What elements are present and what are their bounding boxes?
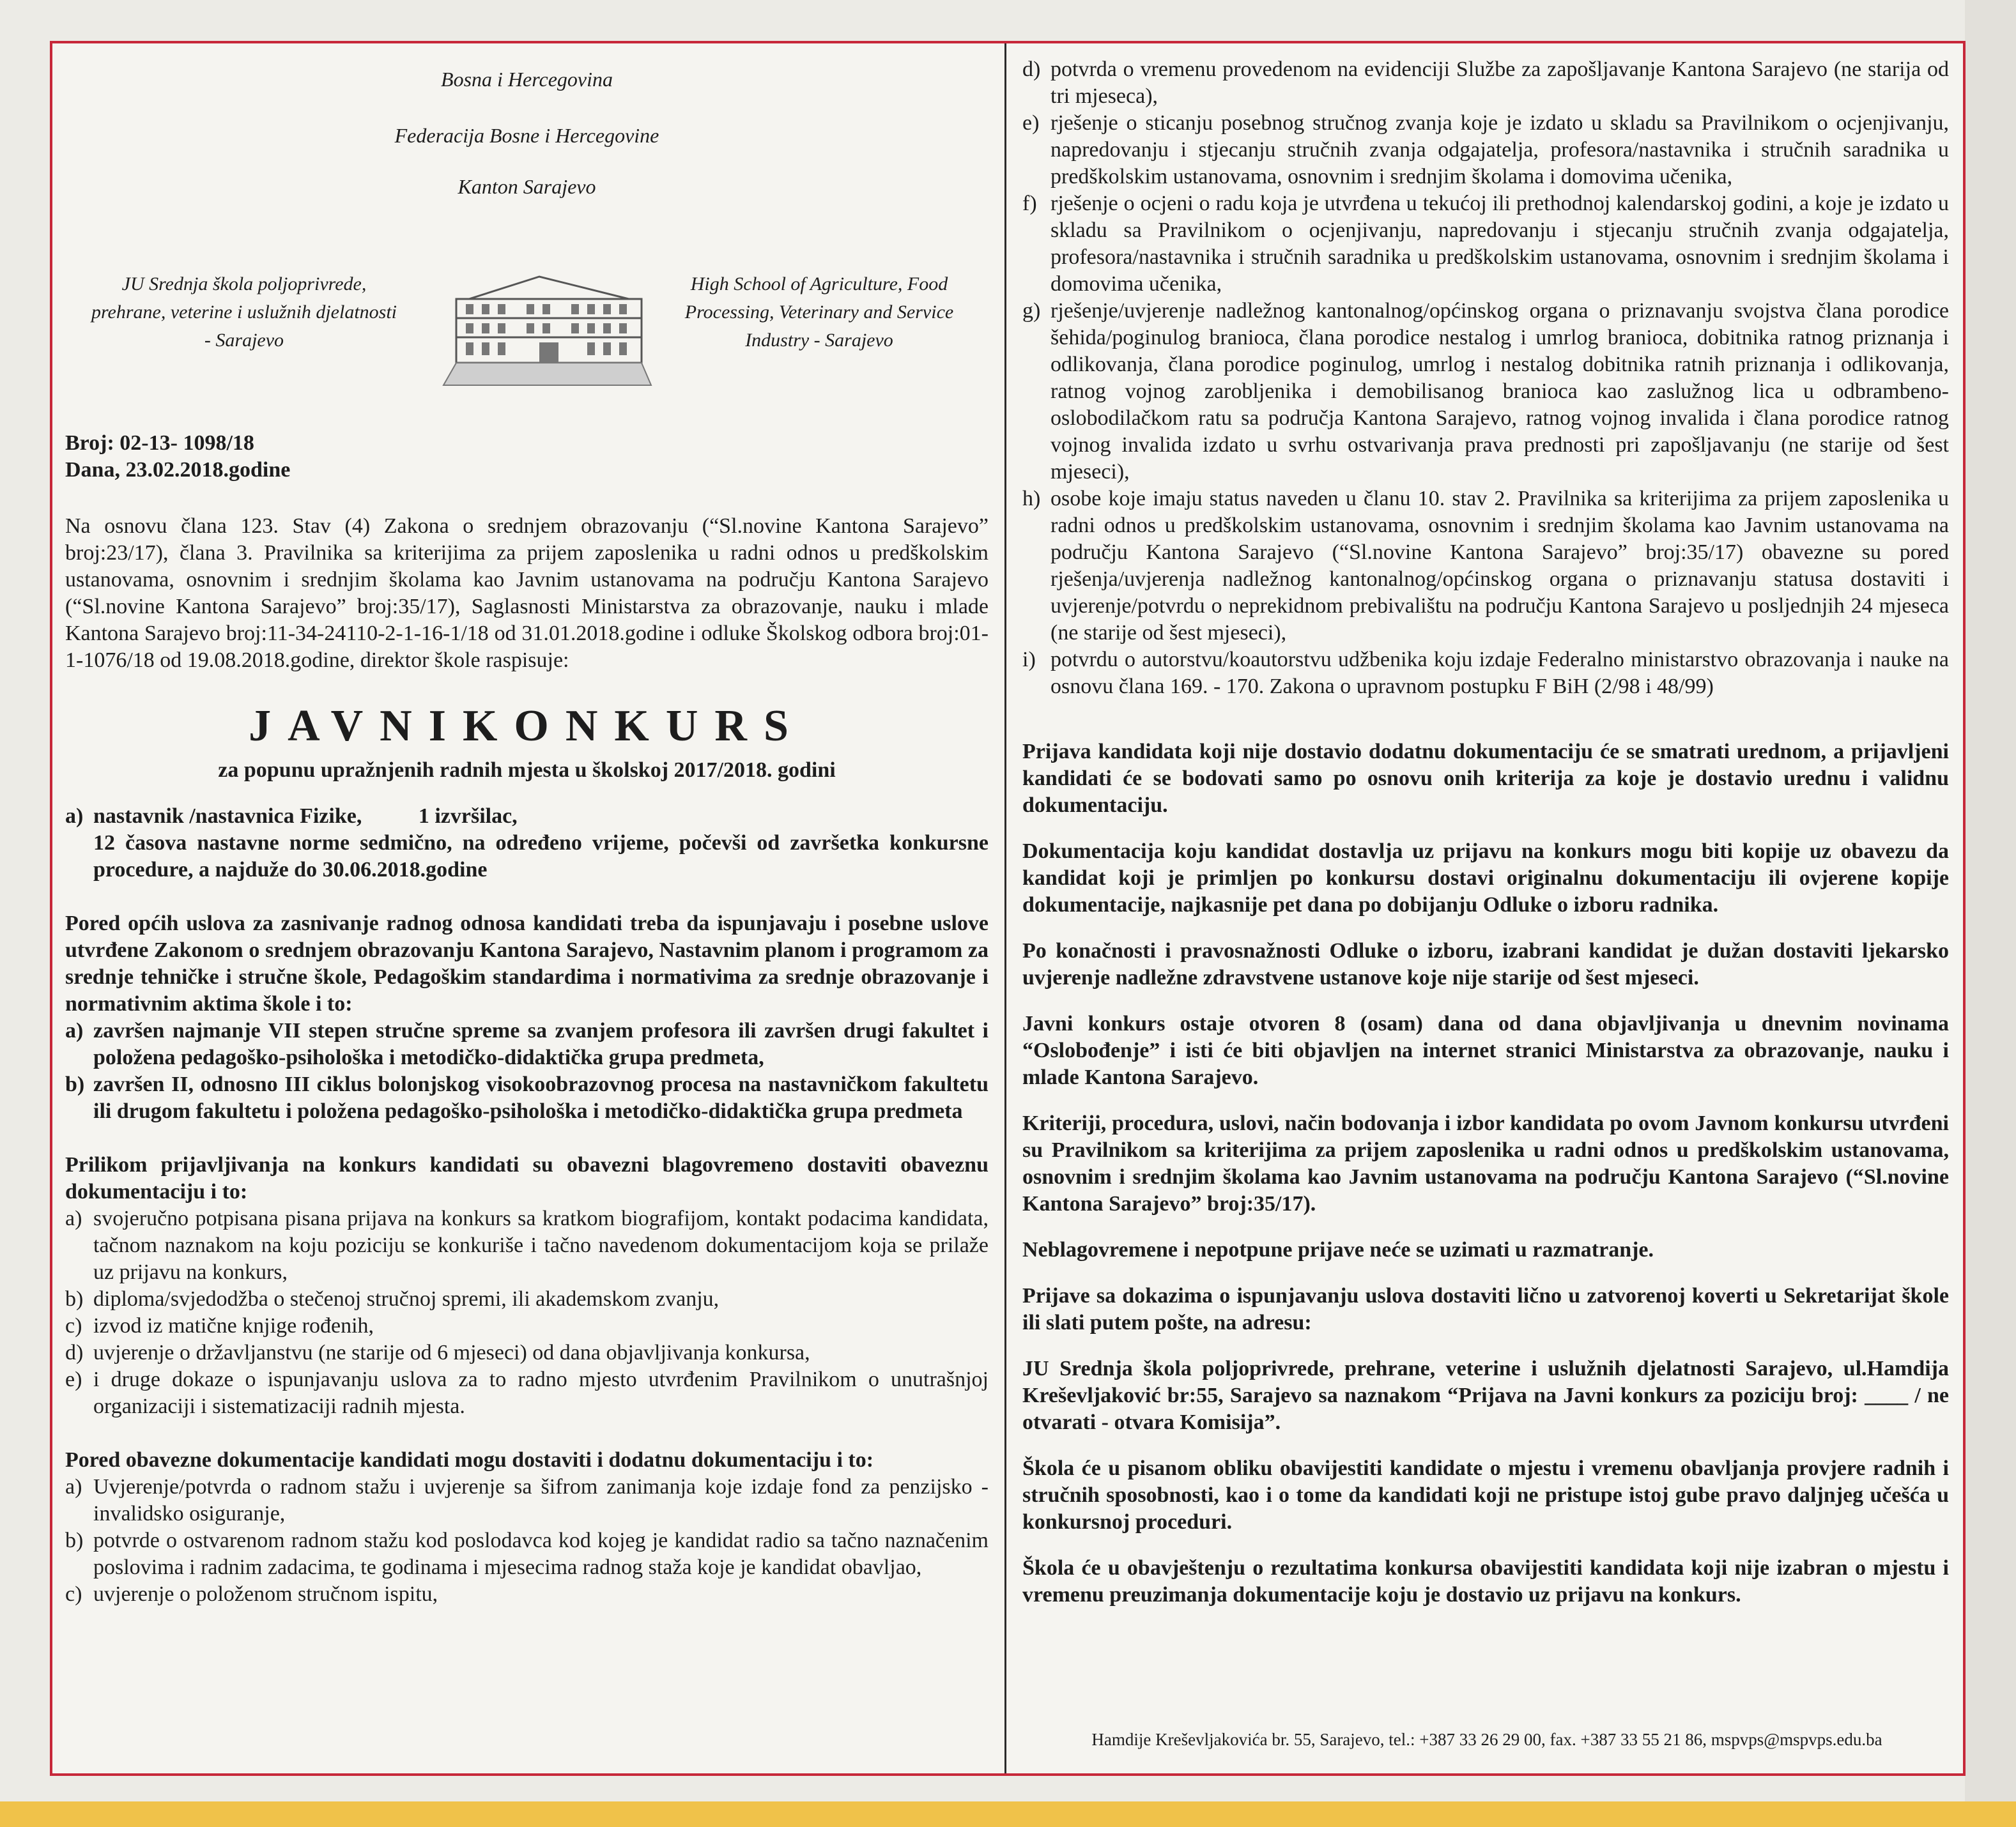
note-paragraph: Dokumentacija koju kandidat dostavlja uz prijavu na konkurs mogu biti kopije uz obavezu da kandidat koji je primljen po konkursu dostavi originalnu dokumentaciju ili ovjerene kopije dokumentacije, najkasnije pet dana po dobijanju Odluke o izboru radnika. — [1022, 839, 1949, 917]
document-number: Broj: 02-13- 1098/18 — [65, 431, 254, 455]
list-item — [65, 1527, 989, 1581]
announcement-title: JAVNIKONKURS — [249, 701, 805, 751]
school-name-local-line: prehrane, veterine i uslužnih djelatnosti — [91, 302, 397, 323]
list-item-label: b) — [65, 1073, 85, 1096]
note-paragraph: Neblagovremene i nepotpune prijave neće se uzimati u razmatranje. — [1022, 1238, 1654, 1262]
list-item — [65, 1018, 989, 1071]
list-item-label: i) — [1022, 648, 1036, 671]
position-count: 1 izvršilac, — [418, 804, 518, 828]
position-name: nastavnik /nastavnica Fizike, — [93, 804, 362, 828]
list-item — [65, 1340, 989, 1366]
list-item-text: rješenje o ocjeni o radu koja je utvrđena u tekućoj ili prethodnoj kalendarskoj godini, a koje je izdato u skladu sa Pravilnikom o ocjenjivanju, napredovanju i stjecanju stručnih zvanja odgajatelja, profesora/nastavnika i stručnih saradnika u predškolskim ustanovama, osnovnim i srednjim školama i domovima učenika, — [1050, 192, 1949, 296]
list-item-text: diploma/svjedodžba o stečenoj stručnoj spremi, ili akademskom zvanju, — [93, 1287, 719, 1311]
list-item-label: a) — [65, 1475, 82, 1499]
column-divider — [1004, 43, 1006, 1773]
school-name-english-line: Industry - Sarajevo — [745, 330, 893, 351]
school-name-local-line: - Sarajevo — [204, 330, 284, 351]
list-item-label: g) — [1022, 299, 1041, 323]
position-item — [65, 803, 989, 883]
list-item-text: potvrdu o autorstvu/koautorstvu udžbenika koju izdaje Federalno ministarstvo obrazovanja i nauke na osnovu člana 169. - 170. Zakona o upravnom postupku F BiH (2/98 i 48/99) — [1050, 648, 1949, 698]
required-documents-intro: Prilikom prijavljivanja na konkurs kandidati su obavezni blagovremeno dostaviti obaveznu dokumentaciju i to: — [65, 1153, 989, 1204]
special-conditions-intro: Pored općih uslova za zasnivanje radnog odnosa kandidati treba da ispunjavaju i posebne uslove utvrđene Zakonom o srednjem obrazovanju Kantona Sarajevo, Nastavnim planom i programom za srednje tehničke i stručne škole, Pedagoškim standardima i normativima za srednje obrazovanje i normativnim aktima škole i to: — [65, 912, 989, 1016]
list-item — [65, 1313, 989, 1340]
list-item-text: svojeručno potpisana pisana prijava na konkurs sa kratkom biografijom, kontakt podacima kandidata, tačnom naznakom na koju poziciju se konkuriše i tačno navedenom dokumentacijom koja se prilaže uz prijavu na konkurs, — [93, 1207, 989, 1284]
header-federation: Federacija Bosne i Hercegovine — [394, 124, 659, 147]
list-item-text: rješenje o sticanju posebnog stručnog zvanja koje je izdato u skladu sa Pravilnikom o ocjenjivanju, napredovanju i stjecanju stručnih zvanja odgajatelja, profesora/nastavnika i stručnih saradnika u predškolskim ustanovama, osnovnim i srednjim školama i domovima učenika, — [1050, 111, 1949, 188]
newspaper-bottom-strip — [0, 1801, 2016, 1827]
note-paragraph: Škola će u pisanom obliku obavijestiti kandidate o mjestu i vremenu obavljanja provjere radnih i stručnih sposobnosti, kao i o tome da kandidati koji ne pristupe istoj gube pravo daljnjeg učešća u konkursnoj proceduri. — [1022, 1456, 1949, 1534]
list-item-text: uvjerenje o položenom stručnom ispitu, — [93, 1582, 438, 1606]
list-item — [1022, 646, 1949, 700]
document-date: Dana, 23.02.2018.godine — [65, 458, 291, 482]
list-item-text: uvjerenje o državljanstvu (ne starije od 6 mjeseci) od dana objavljivanja konkursa, — [93, 1341, 810, 1365]
additional-documents — [65, 1447, 989, 1608]
position-label: a) — [65, 804, 84, 828]
note-paragraph: Prijave sa dokazima o ispunjavanju uslova dostaviti lično u zatvorenoj koverti u Sekretarijat škole ili slati putem pošte, na adresu: — [1022, 1284, 1949, 1334]
note-paragraph: Škola će u obavještenju o rezultatima konkursa obavijestiti kandidata koji nije izabran o mjestu i vremenu preuzimanja dokumentacije koju je dostavio uz prijavu na konkurs. — [1022, 1556, 1949, 1607]
header-country: Bosna i Hercegovina — [441, 68, 613, 91]
required-documents — [65, 1152, 989, 1420]
paper-background — [1965, 0, 2016, 1827]
list-item-label: d) — [1022, 57, 1041, 81]
left-body — [65, 513, 989, 1608]
school-name-local — [65, 270, 423, 355]
list-item-text: potvrda o vremenu provedenom na evidenciji Službe za zapošljavanje Kantona Sarajevo (ne starija od tri mjeseca), — [1050, 57, 1949, 108]
list-item-text: završen najmanje VII stepen stručne spreme sa zvanjem profesora ili završen drugi fakultet i položena pedagoško-psihološka i metodičko-didaktička grupa predmeta, — [93, 1019, 989, 1069]
school-building-logo — [437, 273, 654, 388]
school-name-english-line: Processing, Veterinary and Service — [684, 302, 954, 323]
list-item — [1022, 110, 1949, 190]
note-paragraph: Po konačnosti i pravosnažnosti Odluke o izboru, izabrani kandidat je dužan dostaviti ljekarsko uvjerenje nadležne zdravstvene ustanove koje nije starije od šest mjeseci. — [1022, 939, 1949, 990]
header-canton: Kanton Sarajevo — [458, 175, 596, 198]
note-paragraph: Javni konkurs ostaje otvoren 8 (osam) dana od dana objavljivanja u dnevnim novinama “Oslobođenje” i isti će biti objavljen na internet stranici Ministarstva za obrazovanje, nauku i mlade Kantona Sarajevo. — [1022, 1012, 1949, 1089]
list-item — [65, 1286, 989, 1313]
list-item-text: i druge dokaze o ispunjavanju uslova za to radno mjesto utvrđenim Pravilnikom o unutrašnjoj organizaciji i sistematizaciji radnih mjesta. — [93, 1368, 989, 1418]
document-meta — [65, 430, 989, 484]
list-item-text: potvrde o ostvarenom radnom stažu kod poslodavca kod kojeg je kandidat radio sa tačno naznačenim poslovima i radnim zadacima, te godinama i mjesecima radnog staža koje je kandidat obavljao, — [93, 1529, 989, 1579]
list-item-label: b) — [65, 1529, 84, 1552]
note-paragraph: JU Srednja škola poljoprivrede, prehrane, veterine i uslužnih djelatnosti Sarajevo, ul.Hamdija Kreševljaković br:55, Sarajevo sa naznakom “Prijava na Javni konkurs za poziciju broj: ____ / ne otvarati - otvara Komisija”. — [1022, 1357, 1949, 1434]
list-item-label: h) — [1022, 487, 1041, 510]
position-block — [65, 803, 989, 883]
list-item-label: e) — [65, 1368, 82, 1391]
note-paragraph: Prijava kandidata koji nije dostavio dodatnu dokumentaciju će se smatrati urednom, a prijavljeni kandidati će se bodovati samo po osnovu onih kriterija za koje je dostavio urednu i validnu dokumentaciju. — [1022, 740, 1949, 817]
school-name-local-line: JU Srednja škola poljoprivrede, — [121, 273, 367, 294]
list-item-label: f) — [1022, 192, 1037, 215]
list-item-text: osobe koje imaju status naveden u članu 10. stav 2. Pravilnika sa kriterijima za prijem zaposlenika u radni odnos u predškolskim ustanovama, osnovnim i srednjim školama kao Javnim ustanovama na području Kantona Sarajevo (“Sl.novine Kantona Sarajevo” broj:35/17) obavezne su pored rješenja/uvjerenja nadležnog kantonalnog/općinskog organa o priznavanju statusa dostaviti i uvjerenje/potvrdu o neprekidnom prebivalištu na području Kantona Sarajevo u posljednjih 24 mjeseca (ne starije od šest mjeseci), — [1050, 487, 1949, 645]
closing-notes — [1022, 738, 1949, 1609]
school-name-english — [659, 270, 979, 355]
list-item — [65, 1581, 989, 1608]
list-item-label: c) — [65, 1582, 82, 1606]
announcement-subtitle: za popunu upražnjenih radnih mjesta u školskoj 2017/2018. godini — [218, 758, 836, 782]
list-item — [1022, 56, 1949, 110]
list-item — [65, 1205, 989, 1286]
list-item-label: c) — [65, 1314, 82, 1338]
list-item-label: a) — [65, 1019, 84, 1043]
right-column — [1022, 56, 1949, 1609]
list-item — [1022, 485, 1949, 646]
note-paragraph: Kriteriji, procedura, uslovi, način bodovanja i izbor kandidata po ovom Javnom konkursu utvrđeni su Pravilnikom sa kriterijima za prijem zaposlenika u radni odnos u predškolskim ustanovama, osnovnim i srednjim školama kao Javnim ustanovama na području Kantona Sarajevo (“Sl.novine Kantona Sarajevo” broj:35/17). — [1022, 1112, 1949, 1216]
list-item — [1022, 298, 1949, 485]
list-item-label: d) — [65, 1341, 84, 1365]
list-item — [65, 1366, 989, 1420]
list-item-label: e) — [1022, 111, 1040, 135]
additional-documents-intro: Pored obavezne dokumentacije kandidati mogu dostaviti i dodatnu dokumentaciju i to: — [65, 1448, 874, 1472]
special-conditions — [65, 910, 989, 1125]
list-item-text: završen II, odnosno III ciklus bolonjskog visokoobrazovnog procesa na nastavničkom fakultetu ili drugom fakultetu i položena pedagoško-psihološka i metodičko-didaktička grupa predmeta — [93, 1073, 989, 1123]
list-item-label: b) — [65, 1287, 84, 1311]
school-name-english-line: High School of Agriculture, Food — [690, 273, 948, 294]
announcement-frame — [50, 41, 1966, 1776]
list-item-text: izvod iz matične knjige rođenih, — [93, 1314, 374, 1338]
list-item — [1022, 190, 1949, 298]
list-item — [65, 1474, 989, 1527]
position-details: 12 časova nastavne norme sedmično, na određeno vrijeme, počevši od završetka konkursne procedure, a najduže do 30.06.2018.godine — [93, 831, 989, 882]
list-item — [65, 1071, 989, 1125]
intro-paragraph: Na osnovu člana 123. Stav (4) Zakona o srednjem obrazovanju (“Sl.novine Kantona Sarajevo” broj:23/17), člana 3. Pravilnika sa kriterijima za prijem zaposlenika u radni odnos u predškolskim ustanovama, osnovnim i srednjim školama kao Javnim ustanovama na području Kantona Sarajevo (“Sl.novine Kantona Sarajevo” broj:35/17), Saglasnosti Ministarstva za obrazovanje, nauku i mlade Kantona Sarajevo broj:11-34-24110-2-1-16-1/18 od 31.01.2018.godine i odluke Školskog odbora broj:01-1-1076/18 od 19.08.2018.godine, direktor škole raspisuje: — [65, 514, 989, 672]
footer-contact: Hamdije Kreševljakovića br. 55, Sarajevo, tel.: +387 33 26 29 00, fax. +387 33 55 21 86, mspvps@mspvps.edu.ba — [1091, 1730, 1882, 1749]
list-item-text: Uvjerenje/potvrda o radnom stažu i uvjerenje sa šifrom zanimanja koje izdaje fond za penzijsko - invalidsko osiguranje, — [93, 1475, 989, 1525]
list-item-label: a) — [65, 1207, 82, 1230]
list-item-text: rješenje/uvjerenje nadležnog kantonalnog/općinskog organa o priznavanju svojstva člana porodice šehida/poginulog branioca, člana porodice nestalog i umrlog branioca, dobitnika ratnog priznanja i odlikovanja, člana porodice poginulog, umrlog i nestalog dobitnika ratnih priznanja i odlikovanja, ratnog vojnog zarobljenika i demobilisanog branioca kao zaslužnog lica u odbrambeno-oslobodilačkom ratu sa područja Kantona Sarajevo, ratnog vojnog invalida i člana porodice ratnog vojnog invalida izdato u svrhu ostvarivanja prava prednosti pri zapošljavanju (ne starije od šest mjeseci), — [1050, 299, 1949, 484]
